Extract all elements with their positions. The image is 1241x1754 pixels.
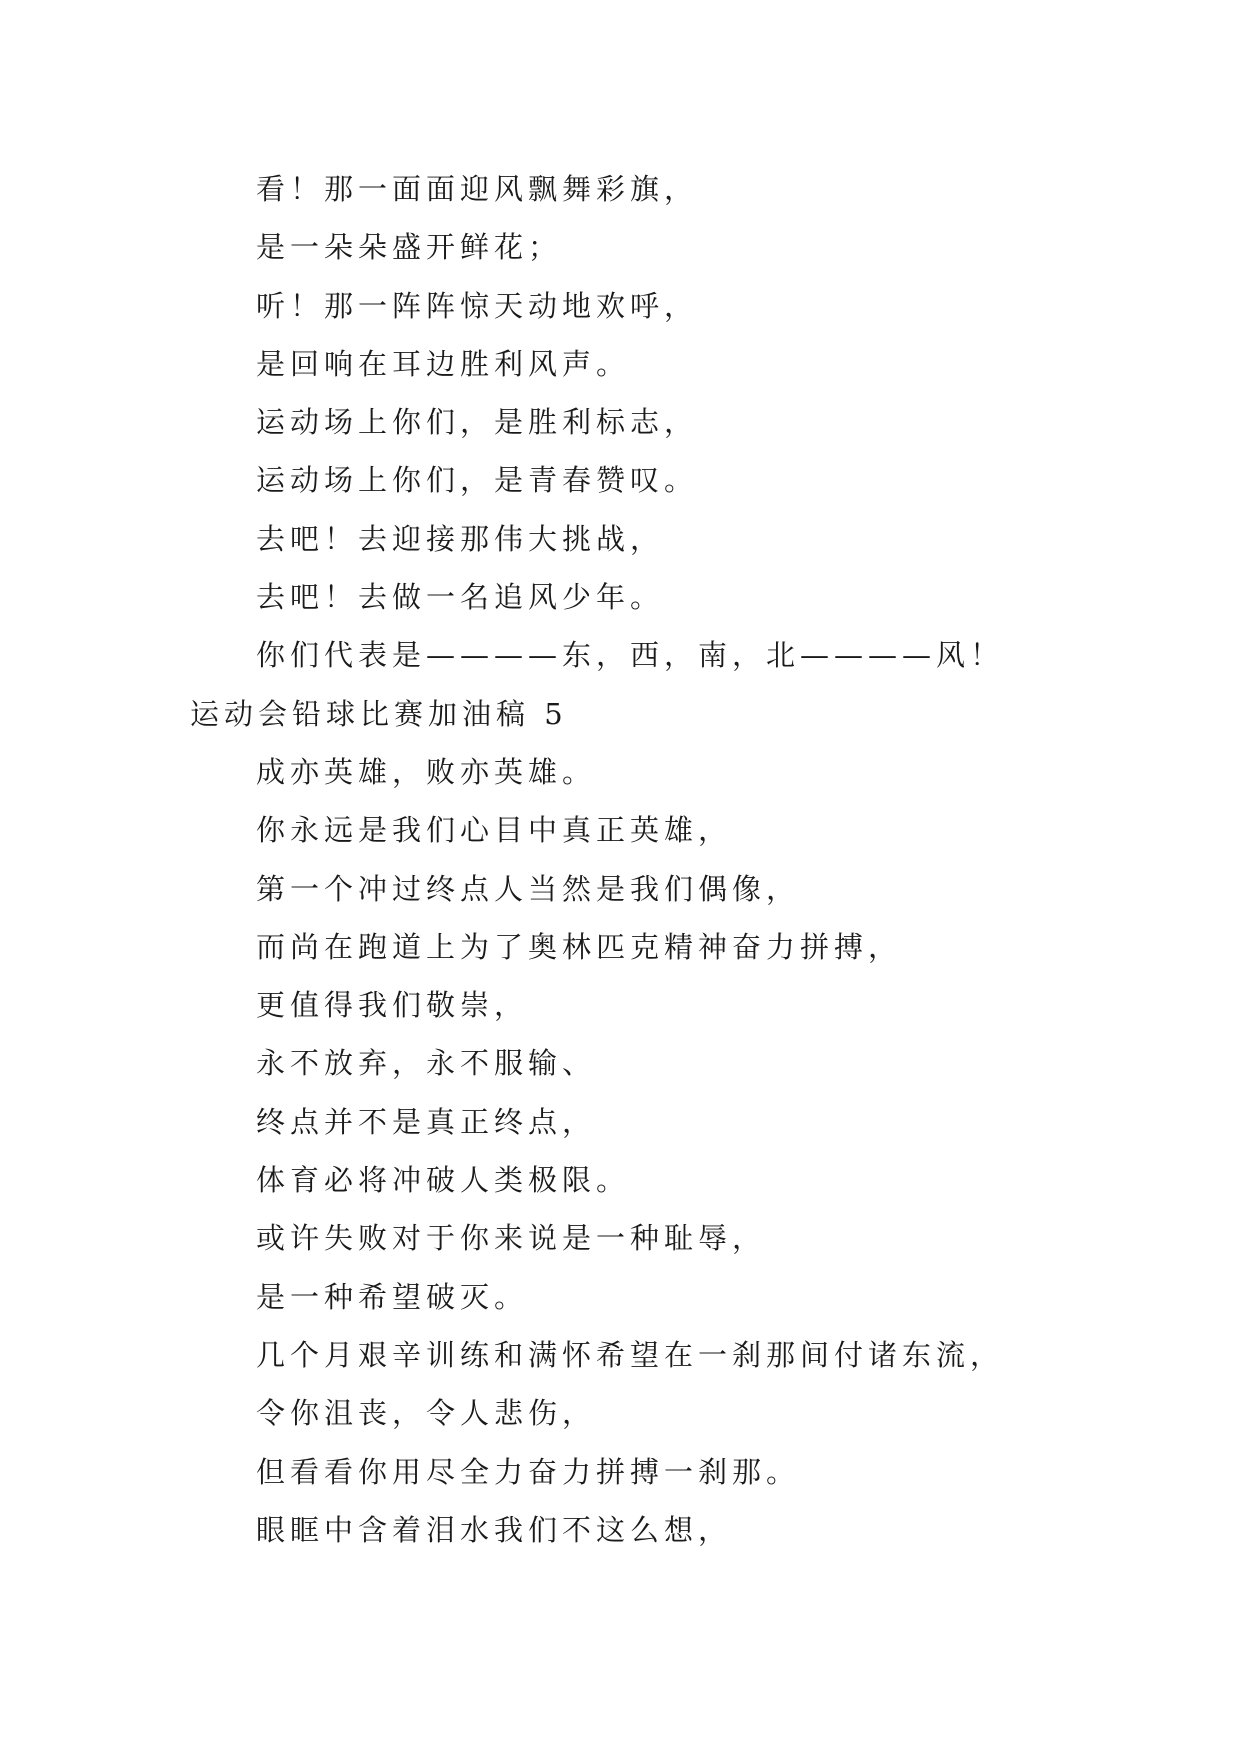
text-line: 你们代表是————东，西，南，北————风！ [256, 638, 1005, 673]
text-line: 令你沮丧，令人悲伤， [256, 1396, 597, 1431]
text-line: 而尚在跑道上为了奥林匹克精神奋力拼搏， [256, 929, 903, 964]
text-line: 是一种希望破灭。 [256, 1279, 529, 1314]
text-line: 几个月艰辛训练和满怀希望在一刹那间付诸东流， [256, 1337, 1005, 1372]
section-heading: 运动会铅球比赛加油稿 5 [190, 696, 568, 731]
text-line: 听！那一阵阵惊天动地欢呼， [256, 288, 699, 323]
text-line: 更值得我们敬崇， [256, 988, 529, 1023]
text-line: 看！那一面面迎风飘舞彩旗， [256, 172, 699, 206]
text-line: 运动场上你们，是胜利标志， [256, 405, 699, 440]
text-line: 运动场上你们，是青春赞叹。 [256, 463, 699, 498]
text-line: 是一朵朵盛开鲜花； [256, 230, 563, 265]
text-line: 第一个冲过终点人当然是我们偶像， [256, 871, 801, 906]
text-line: 永不放弃，永不服输、 [256, 1046, 597, 1081]
text-line: 终点并不是真正终点， [256, 1104, 597, 1139]
document-body [190, 160, 1070, 1559]
text-line: 或许失败对于你来说是一种耻辱， [256, 1221, 767, 1256]
text-line: 去吧！去迎接那伟大挑战， [256, 521, 665, 556]
text-line: 体育必将冲破人类极限。 [256, 1163, 631, 1198]
text-line: 成亦英雄，败亦英雄。 [256, 754, 597, 789]
text-line: 去吧！去做一名追风少年。 [256, 580, 665, 615]
text-line: 你永远是我们心目中真正英雄， [256, 813, 733, 848]
text-line: 是回响在耳边胜利风声。 [256, 346, 631, 381]
text-line: 眼眶中含着泪水我们不这么想， [256, 1512, 733, 1547]
text-line: 但看看你用尽全力奋力拼搏一刹那。 [256, 1454, 801, 1489]
